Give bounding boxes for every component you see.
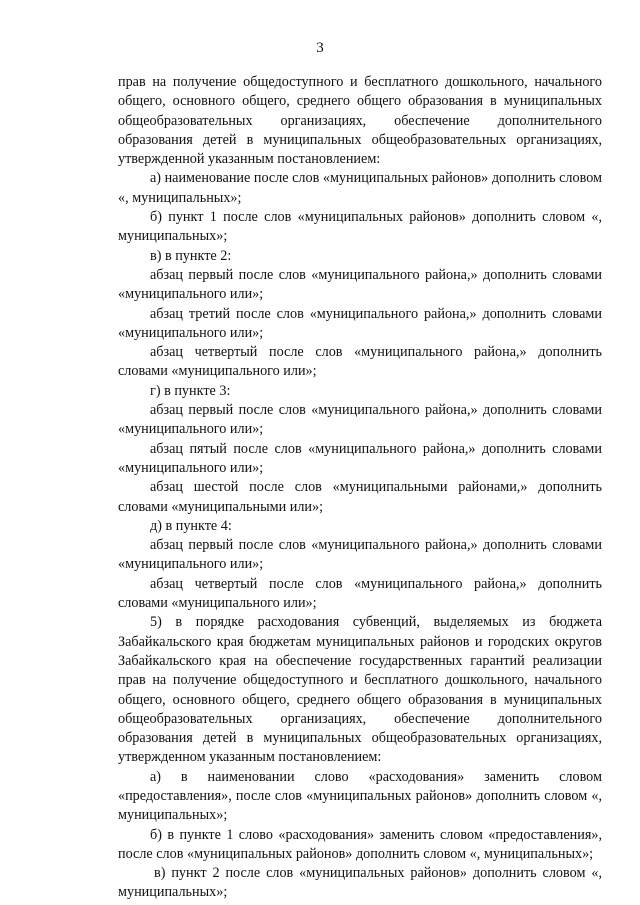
paragraph: абзац пятый после слов «муниципального района,» дополнить словами «муниципального или»; [118,440,602,476]
paragraph: г) в пункте 3: [150,382,231,399]
paragraph: прав на получение общедоступного и бесплатного дошкольного, начального общего, основного общего, среднего общего образования в муниципальных общеобразовательных организациях, обеспечение дополнительного образования детей в муниципальных общеобразовательных организациях, утвержденной указанным постановлением: [118,74,602,168]
paragraph: а) наименование после слов «муниципальных районов» дополнить словом «, муниципальных»; [118,170,602,206]
paragraph: абзац четвертый после слов «муниципального района,» дополнить словами «муниципального или»; [118,344,602,380]
page-number: 3 [316,40,324,56]
paragraph: б) пункт 1 после слов «муниципальных районов» дополнить словом «, муниципальных»; [118,209,602,245]
paragraph: а) в наименовании слово «расходования» заменить словом «предоставления», после слов «муниципальных районов» дополнить словом «, муниципальных»; [118,768,602,824]
paragraph: б) в пункте 1 слово «расходования» заменить словом «предоставления», после слов «муниципальных районов» дополнить словом «, муниципальных»; [118,826,602,862]
paragraph: абзац первый после слов «муниципального района,» дополнить словами «муниципального или»; [118,402,602,438]
paragraph: в) в пункте 2: [150,247,232,264]
paragraph: д) в пункте 4: [150,517,232,534]
paragraph: абзац третий после слов «муниципального района,» дополнить словами «муниципального или»; [118,305,602,341]
paragraph: абзац первый после слов «муниципального района,» дополнить словами «муниципального или»; [118,537,602,573]
paragraph: абзац шестой после слов «муниципальными районами,» дополнить словами «муниципальными или»; [118,479,602,515]
paragraph: в) пункт 2 после слов «муниципальных районов» дополнить словом «, муниципальных»; [118,865,602,901]
paragraph: абзац четвертый после слов «муниципального района,» дополнить словами «муниципального или»; [118,575,602,612]
paragraph: абзац первый после слов «муниципального района,» дополнить словами «муниципального или»; [118,266,602,303]
document-body [118,73,602,903]
paragraph: 5) в порядке расходования субвенций, выделяемых из бюджета Забайкальского края бюджетам муниципальных районов и городских округов Забайкальского края на обеспечение государственных гарантий реализации прав на получение общедоступного и бесплатного дошкольного, начального общего, основного общего, среднего общего образования в муниципальных общеобразовательных организациях, обеспечение дополнительного образования детей в муниципальных общеобразовательных организациях, утвержденном указанным постановлением: [118,614,602,766]
